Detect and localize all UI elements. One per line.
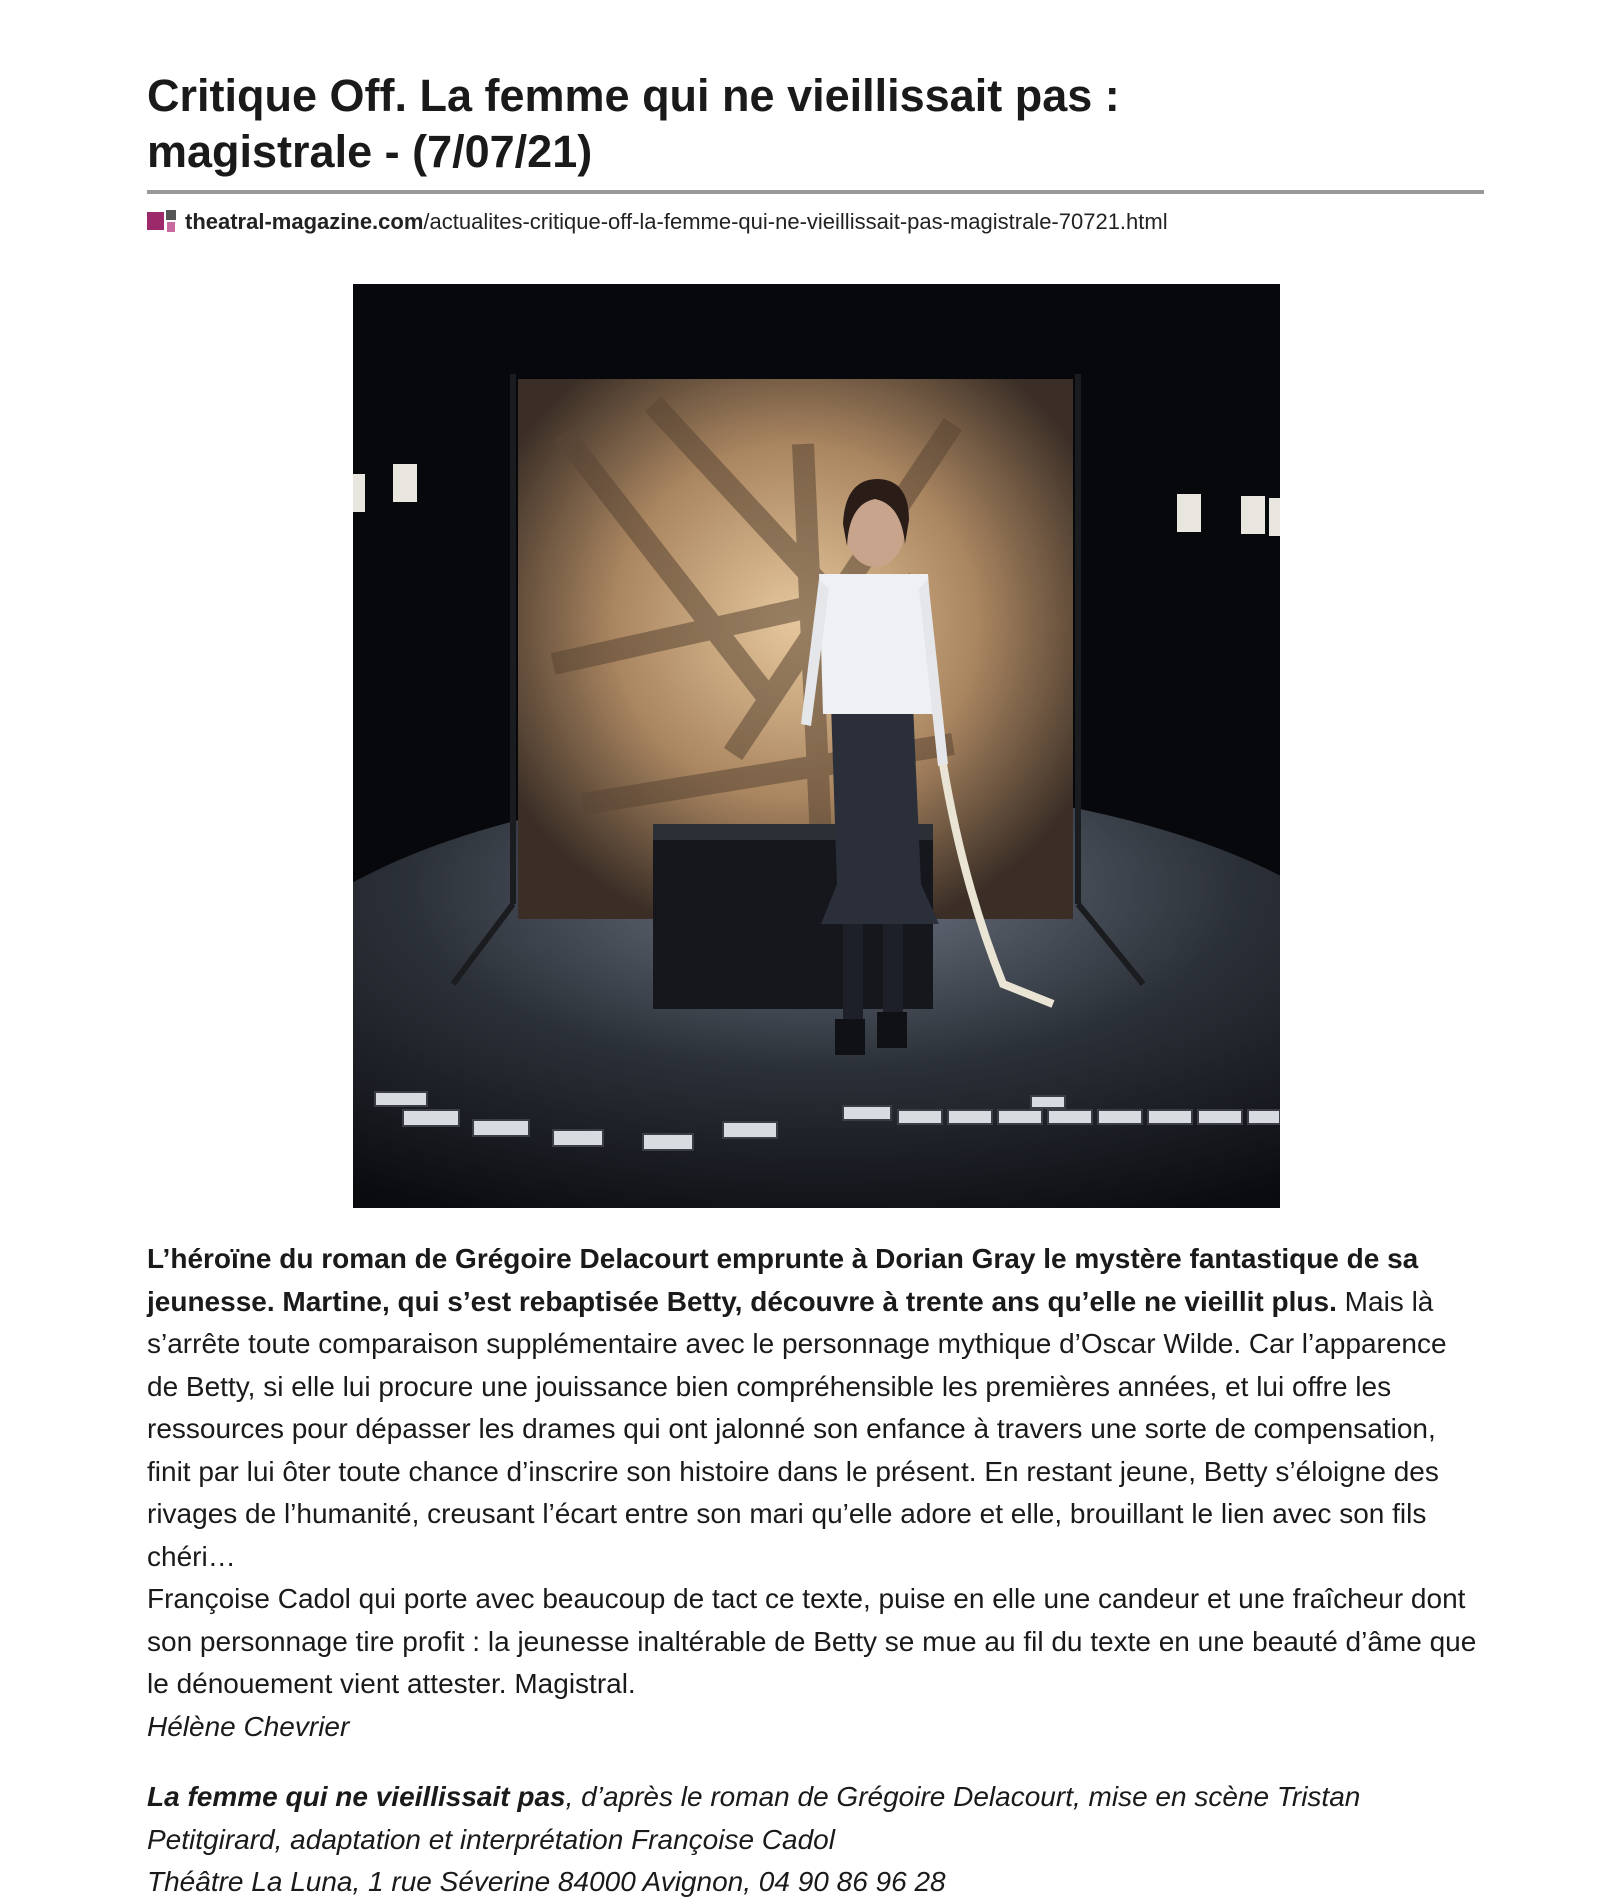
article-lead: L’héroïne du roman de Grégoire Delacourt emprunte à Dorian Gray le mystère fantastique de sa jeunesse. Martine, qui s’est rebaptisée Betty, découvre à trente ans qu’elle ne vieillit plus. (147, 1243, 1419, 1317)
article-title (147, 68, 1484, 180)
source-domain[interactable]: theatral-magazine.com (185, 209, 424, 234)
article-paragraph-1 (147, 1238, 1484, 1578)
credits-details: , d’après le roman de Grégoire Delacourt, mise en scène Tristan Petitgirard, adaptation et interprétation Françoise Cadol (147, 1781, 1361, 1855)
show-credits (147, 1776, 1484, 1904)
article-author: Hélène Chevrier (147, 1710, 350, 1742)
article-body-text-1: Mais là s’arrête toute comparaison supplémentaire avec le personnage mythique d’Oscar Wilde. Car l’apparence de Betty, si elle lui procure une jouissance bien compréhensible les premières années, et lui offre les ressources pour dépasser les drames qui ont jalonné son enfance à travers une sorte de compensation, finit par lui ôter toute chance d’inscrire son histoire dans le présent. En restant jeune, Betty s’éloigne des rivages de l’humanité, creusant l’écart entre son mari qu’elle adore et elle, brouillant le lien avec son fils chéri… (147, 1285, 1447, 1572)
title-divider (147, 190, 1484, 194)
source-path[interactable]: /actualites-critique-off-la-femme-qui-ne-vieillissait-pas-magistrale-70721.html (423, 209, 1168, 234)
site-favicon-icon (147, 210, 177, 234)
stage-photo-illustration (353, 284, 1280, 1208)
venue-info: Théâtre La Luna, 1 rue Séverine 84000 Avignon, 04 90 86 96 28 (147, 1866, 946, 1897)
stage-photo (353, 284, 1280, 1208)
article-paragraph-2: Françoise Cadol qui porte avec beaucoup de tact ce texte, puise en elle une candeur et une fraîcheur dont son personnage tire profit : la jeunesse inaltérable de Betty se mue au fil du texte en une beauté d’âme que le dénouement vient attester. Magistral. (147, 1583, 1477, 1699)
title-line-2: magistrale - (7/07/21) (147, 126, 593, 177)
source-link[interactable] (147, 207, 1168, 237)
credits-line (147, 1776, 1484, 1861)
article-body (147, 1238, 1484, 1748)
show-title: La femme qui ne vieillissait pas (147, 1781, 566, 1812)
title-line-1: Critique Off. La femme qui ne vieillissait pas : (147, 70, 1120, 121)
